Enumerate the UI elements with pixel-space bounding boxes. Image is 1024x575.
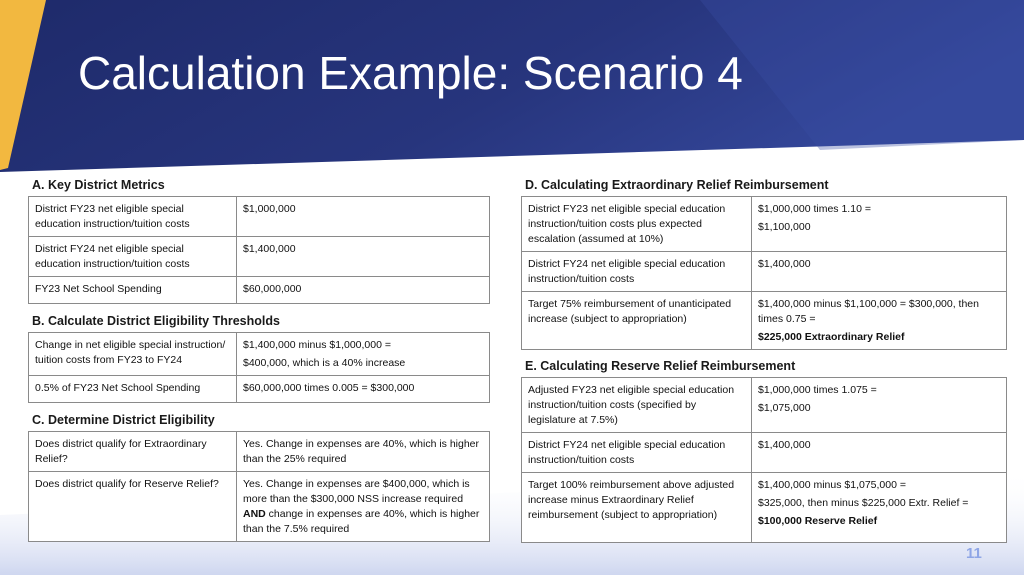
row-value (752, 197, 1007, 252)
section-reserve-relief (521, 358, 1007, 543)
row-label: FY23 Net School Spending (29, 277, 237, 304)
row-value (237, 472, 490, 542)
table-row (29, 333, 490, 376)
value-result: $225,000 Extraordinary Relief (758, 331, 905, 343)
value-line: $1,400,000 minus $1,100,000 = $300,000, then times 0.75 = (758, 298, 979, 325)
table-row (29, 277, 490, 304)
row-value: $1,400,000 (237, 237, 490, 277)
row-value (752, 473, 1007, 543)
value-line: $1,000,000 times 1.075 = (758, 384, 877, 396)
table-row (522, 252, 1007, 292)
table-row (29, 376, 490, 403)
section-district-eligibility (28, 412, 490, 542)
table-row (29, 432, 490, 472)
row-label: Target 75% reimbursement of unanticipated increase (subject to appropriation) (522, 292, 752, 350)
row-value (752, 292, 1007, 350)
row-value: $1,400,000 (752, 252, 1007, 292)
row-label: District FY24 net eligible special education instruction/tuition costs (522, 252, 752, 292)
value-line: $1,075,000 (758, 402, 811, 414)
slide-title: Calculation Example: Scenario 4 (78, 47, 743, 99)
reserve-relief-table (521, 377, 1007, 543)
row-label: District FY23 net eligible special education instruction/tuition costs (29, 197, 237, 237)
table-row (522, 433, 1007, 473)
value-line: $1,400,000 minus $1,075,000 = (758, 479, 906, 491)
page-number: 11 (966, 545, 982, 562)
row-label: Does district qualify for Reserve Relief? (29, 472, 237, 542)
table-row (29, 472, 490, 542)
value-line: $325,000, then minus $225,000 Extr. Relief = (758, 497, 969, 509)
extraordinary-relief-table (521, 196, 1007, 350)
row-label: District FY24 net eligible special education instruction/tuition costs (522, 433, 752, 473)
section-heading: D. Calculating Extraordinary Relief Reimbursement (525, 178, 829, 192)
value-text: Yes. Change in expenses are $400,000, which is more than the $300,000 NSS increase required (243, 478, 470, 505)
eligibility-table (28, 431, 490, 542)
table-row (522, 378, 1007, 433)
value-text: change in expenses are 40%, which is higher than the 7.5% required (243, 508, 480, 535)
row-label: 0.5% of FY23 Net School Spending (29, 376, 237, 403)
section-heading: E. Calculating Reserve Relief Reimbursement (525, 359, 796, 373)
row-value: Yes. Change in expenses are 40%, which is higher than the 25% required (237, 432, 490, 472)
value-line: $400,000, which is a 40% increase (243, 357, 406, 369)
table-row (29, 197, 490, 237)
section-key-district-metrics (28, 177, 490, 304)
row-value: $1,000,000 (237, 197, 490, 237)
table-row (522, 197, 1007, 252)
section-eligibility-thresholds (28, 313, 490, 403)
value-result: $100,000 Reserve Relief (758, 515, 878, 527)
table-row (29, 237, 490, 277)
thresholds-table (28, 332, 490, 403)
row-value (752, 378, 1007, 433)
table-row (522, 292, 1007, 350)
value-emphasis: AND (243, 508, 266, 520)
value-line: $1,000,000 times 1.10 = (758, 203, 871, 215)
row-label: Target 100% reimbursement above adjusted increase minus Extraordinary Relief reimbursement (subject to appropriation) (522, 473, 752, 543)
row-label: District FY24 net eligible special education instruction/tuition costs (29, 237, 237, 277)
row-value (237, 333, 490, 376)
row-label: Adjusted FY23 net eligible special education instruction/tuition costs (specified by legislature at 7.5%) (522, 378, 752, 433)
row-value: $1,400,000 (752, 433, 1007, 473)
section-extraordinary-relief (521, 177, 1007, 350)
row-label: Change in net eligible special instruction/ tuition costs from FY23 to FY24 (29, 333, 237, 376)
row-label: District FY23 net eligible special education instruction/tuition costs plus expected escalation (assumed at 10%) (522, 197, 752, 252)
value-line: $1,100,000 (758, 221, 811, 233)
section-heading: C. Determine District Eligibility (32, 413, 215, 427)
metrics-table (28, 196, 490, 304)
value-line: $1,400,000 minus $1,000,000 = (243, 339, 391, 351)
row-label: Does district qualify for Extraordinary Relief? (29, 432, 237, 472)
row-value: $60,000,000 times 0.005 = $300,000 (237, 376, 490, 403)
table-row (522, 473, 1007, 543)
section-heading: B. Calculate District Eligibility Thresholds (32, 314, 280, 328)
row-value: $60,000,000 (237, 277, 490, 304)
section-heading: A. Key District Metrics (32, 178, 165, 192)
